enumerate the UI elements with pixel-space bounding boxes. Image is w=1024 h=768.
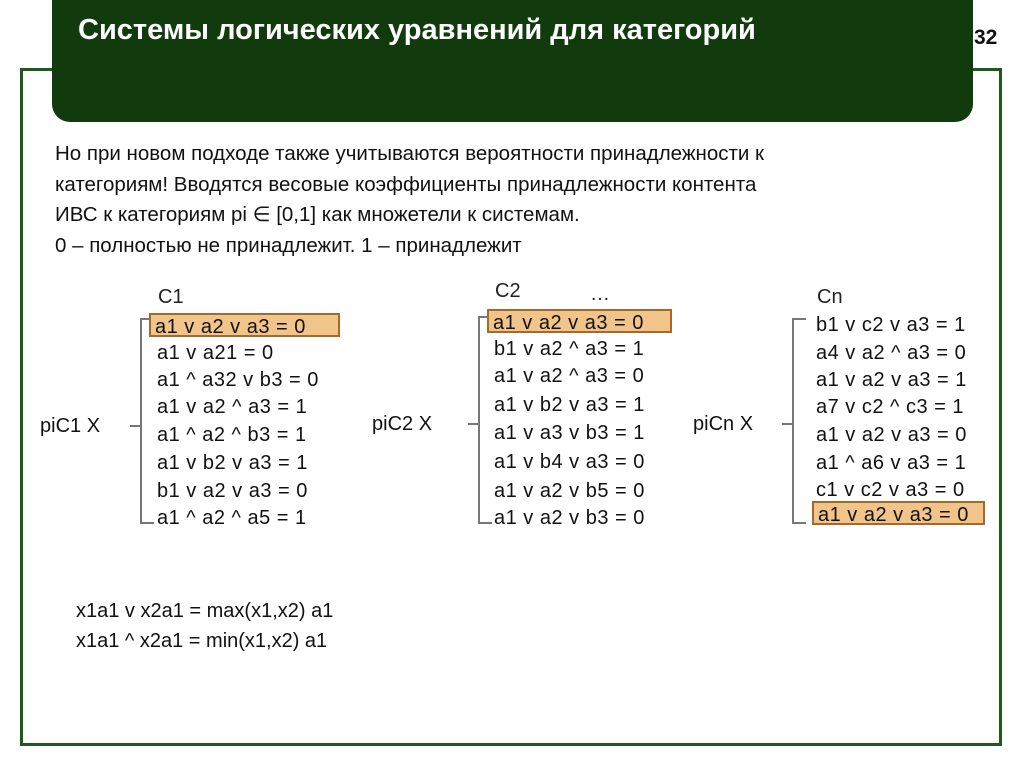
equation: a1 v a2 v b3 = 0 xyxy=(494,507,645,529)
formulas xyxy=(76,596,333,656)
slide-number: 32 xyxy=(974,26,998,49)
body-line: Но при новом подходе также учитываются вероятности принадлежности к xyxy=(55,142,765,165)
bracket-c1 xyxy=(140,318,154,524)
body-text xyxy=(55,139,955,261)
ellipsis: … xyxy=(590,283,610,305)
system-name-c1: C1 xyxy=(158,286,184,308)
equation: b1 v a2 v a3 = 0 xyxy=(157,480,308,502)
slide-title: Системы логических уравнений для категорий xyxy=(78,14,756,46)
equation: a1 ^ a2 ^ a5 = 1 xyxy=(157,507,307,529)
equation: b1 v c2 v a3 = 1 xyxy=(816,314,966,336)
body-line: ИВС к категориям pi ∈ [0,1] как множетели к системам. xyxy=(55,203,580,226)
formula-and: x1a1 ^ x2a1 = min(x1,x2) a1 xyxy=(76,630,328,652)
equation-highlighted: a1 v a2 v a3 = 0 xyxy=(487,309,672,333)
equation: a1 ^ a6 v a3 = 1 xyxy=(816,452,967,474)
bracket-cn xyxy=(792,318,806,524)
equation: a1 v a2 ^ a3 = 0 xyxy=(494,365,645,387)
equation: a7 v c2 ^ c3 = 1 xyxy=(816,396,965,418)
equation: a1 v a2 v b5 = 0 xyxy=(494,480,645,502)
multiplier-c1: piC1 X xyxy=(40,415,101,437)
equation: a1 v a3 v b3 = 1 xyxy=(494,422,645,444)
equation: a1 v a2 v a3 = 1 xyxy=(816,369,967,391)
multiplier-cn: piCn X xyxy=(693,413,754,435)
equation: a1 ^ a2 ^ b3 = 1 xyxy=(157,424,307,446)
system-name-c2: C2 xyxy=(495,280,521,302)
equation-highlighted: a1 v a2 v a3 = 0 xyxy=(812,501,985,525)
equation: c1 v c2 v a3 = 0 xyxy=(816,479,965,501)
body-line: категориям! Вводятся весовые коэффициенты принадлежности контента xyxy=(55,172,757,196)
system-name-cn: Cn xyxy=(817,286,843,308)
equation: a1 v b2 v a3 = 1 xyxy=(157,452,308,474)
equation: a1 v a2 ^ a3 = 1 xyxy=(157,396,308,418)
formula-or: x1a1 v x2a1 = max(x1,x2) a1 xyxy=(76,600,334,622)
equation-highlighted: a1 v a2 v a3 = 0 xyxy=(149,313,340,337)
equation: a1 v a2 v a3 = 0 xyxy=(816,424,967,446)
equation: a1 v b2 v a3 = 1 xyxy=(494,394,645,416)
equation: b1 v a2 ^ a3 = 1 xyxy=(494,338,645,360)
equation: a4 v a2 ^ a3 = 0 xyxy=(816,342,967,364)
body-line: 0 – полностью не принадлежит. 1 – принадлежит xyxy=(55,233,522,257)
equation: a1 v b4 v a3 = 0 xyxy=(494,451,645,473)
equation: a1 v a21 = 0 xyxy=(157,342,274,364)
equation: a1 ^ a32 v b3 = 0 xyxy=(157,369,319,391)
multiplier-c2: piC2 X xyxy=(372,413,433,435)
